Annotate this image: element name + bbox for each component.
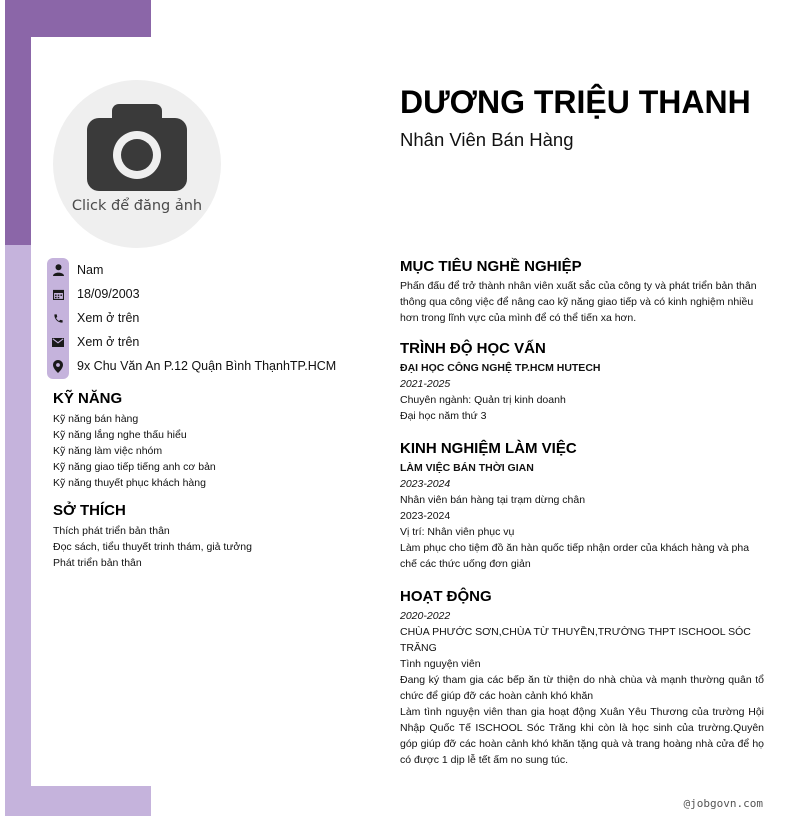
birthday-value: 18/09/2003 [77,287,140,301]
education-period: 2021-2025 [400,378,451,390]
experience-heading: LÀM VIỆC BÁN THỜI GIAN [400,462,534,474]
education-section [400,340,764,424]
experience-position: Vị trí: Nhân viên phục vụ [400,526,515,538]
skills-section [53,390,373,491]
list-item: Đọc sách, tiểu thuyết trinh thám, giả tưởng [53,541,252,553]
decorative-left-bar [5,245,31,816]
list-item: Thích phát triển bản thân [53,525,170,537]
contact-email [47,330,336,354]
experience-title: KINH NGHIỆM LÀM VIỆC [400,440,577,457]
objective-section [400,258,764,326]
activities-period: 2020-2022 [400,610,451,622]
person-icon [47,258,69,282]
education-school: ĐẠI HỌC CÔNG NGHỆ TP.HCM HUTECH [400,362,601,374]
list-item: Kỹ năng làm việc nhóm [53,445,163,457]
hobbies-section [53,502,373,571]
experience-period: 2023-2024 [400,478,451,490]
job-title: Nhân Viên Bán Hàng [400,129,574,150]
activities-role: Tình nguyện viên [400,658,481,670]
skills-title: KỸ NĂNG [53,390,123,407]
activities-title: HOẠT ĐỘNG [400,588,492,605]
list-item: Phát triển bản thân [53,557,142,569]
education-title: TRÌNH ĐỘ HỌC VẤN [400,340,546,357]
mail-icon [47,330,69,354]
activities-description-1: Đang ký tham gia các bếp ăn từ thiện do nhà chùa và mạnh thường quân tổ chức để giúp đỡ các hoàn cảnh khó khăn [400,674,764,702]
hobbies-list [53,523,373,571]
objective-title: MỤC TIÊU NGHỀ NGHIỆP [400,258,582,275]
gender-value: Nam [77,263,104,277]
activities-description-2: Làm tình nguyện viên than gia hoạt động Xuân Yêu Thương của trường Hội Nhập Quốc Tế ISCHOOL Sóc Trăng khi còn là học sinh của trường.Quyên góp giúp đỡ các hoàn cảnh khó khăn tặng quà và trang hoàng nhà cửa để họ có được 1 dịp lễ tết ấm no sung túc. [400,706,764,766]
hobbies-title: SỞ THÍCH [53,502,126,519]
full-name: DƯƠNG TRIỆU THANH [400,84,751,120]
camera-icon [86,104,188,194]
avatar-upload[interactable] [53,80,221,248]
skills-list [53,411,373,491]
calendar-icon [47,282,69,306]
contact-gender [47,258,336,282]
activities-organizations: CHÙA PHƯỚC SƠN,CHÙA TỪ THUYỀN,TRƯỜNG THPT ISCHOOL SÓC TRĂNG [400,626,751,654]
contact-address [47,354,336,378]
experience-section [400,440,764,572]
list-item: Kỹ năng bán hàng [53,413,139,425]
objective-text: Phấn đấu để trở thành nhân viên xuất sắc của công ty và phát triển bản thân thông qua công việc để nâng cao kỹ năng giao tiếp và có kinh nghiệm nhiều hơn trong lĩnh vực của mình để có thể tiến xa hơn. [400,280,757,324]
experience-period-2: 2023-2024 [400,510,451,522]
contact-phone [47,306,336,330]
education-major: Chuyên ngành: Quản trị kinh doanh [400,394,566,406]
phone-value: Xem ở trên [77,311,140,325]
avatar-caption[interactable]: Click để đăng ảnh [71,198,203,214]
contact-birthday [47,282,336,306]
experience-role: Nhân viên bán hàng tại trạm dừng chân [400,494,586,506]
email-value: Xem ở trên [77,335,140,349]
location-pin-icon [47,354,69,378]
contact-list [47,258,336,378]
decorative-bottom-bar [5,786,151,816]
phone-icon [47,306,69,330]
list-item: Kỹ năng thuyết phục khách hàng [53,477,206,489]
experience-description: Làm phục cho tiệm đồ ăn hàn quốc tiếp nhận order của khách hàng và pha chế các thức uống đơn giản [400,542,750,570]
address-value: 9x Chu Văn An P.12 Quận Bình ThạnhTP.HCM [77,359,337,373]
activities-section [400,588,764,768]
list-item: Kỹ năng giao tiếp tiếng anh cơ bản [53,461,216,473]
education-year: Đại học năm thứ 3 [400,410,487,422]
watermark: @jobgovn.com [683,797,763,810]
list-item: Kỹ năng lắng nghe thấu hiểu [53,429,187,441]
